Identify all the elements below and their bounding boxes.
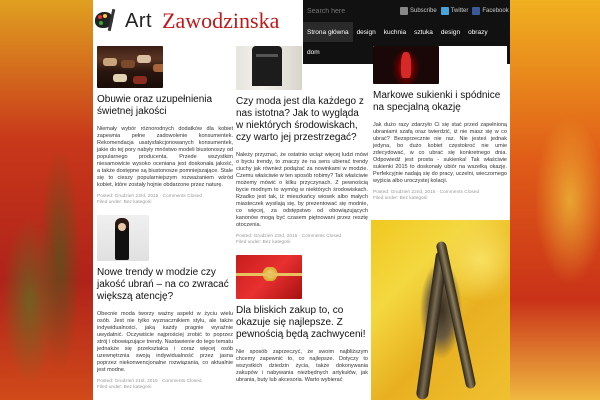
nav-item-design[interactable]: design (356, 29, 376, 36)
post-thumbnail[interactable] (373, 46, 439, 84)
decorative-art-panel (371, 220, 510, 400)
post-meta-posted: Posted: Grudzień 21st, 2015 · Comments Closed (97, 379, 202, 384)
post-meta-filed: Filed under: Bez kategorii (97, 385, 152, 390)
post-card (97, 215, 233, 391)
nav-item-design-2[interactable]: design (440, 29, 461, 36)
post-title[interactable]: Dla bliskich zakup to, co okazuje się najlepsze. Z pewnością będą zachwyceni! (236, 305, 366, 340)
subscribe-link[interactable] (400, 7, 437, 15)
logo-text-art: Art (125, 9, 153, 32)
post-thumbnail[interactable] (236, 255, 302, 299)
nav-item-sztuka[interactable]: sztuka (414, 29, 433, 36)
post-card (373, 46, 507, 202)
post-card (236, 255, 368, 384)
post-thumbnail[interactable] (97, 46, 163, 88)
post-excerpt: Jak dużo razy zdarzyło Ci się stać przed zapełnioną ubraniami szafą oraz twierdzić, iż nie masz się w co ubrać? Bezsprzecznie nie raz. Nie jesteś jednak jedyna, bo dużo kobiet częstokroć nie umie zdecydować, w co ubrać się konkretnego dnia. Odpowiedź jest prosta - sukienka! Tak właściwie sukienki 2015 to doskonały ubiór na wszelką okazję. Perfekcyjnie nadają się do pracy, uczelni, wieczornego wyjścia albo uroczystej kolacji. (373, 122, 507, 184)
column-3 (373, 46, 507, 211)
twitter-icon (441, 7, 449, 15)
site-logo[interactable] (93, 0, 303, 42)
post-meta-filed: Filed under: Bez kategorii (236, 240, 291, 245)
post-meta-posted: Posted: Grudzień 23rd, 2015 · Comments Closed (236, 234, 342, 239)
subscribe-label: Subscribe (410, 8, 437, 14)
column-1 (97, 46, 233, 400)
decorative-art-left (0, 0, 93, 400)
post-title[interactable]: Czy moda jest dla każdego z nas istotna? Jak to wygląda w niektórych środowiskach, czy warto jej przestrzegać? (236, 96, 364, 143)
nav-item-dom[interactable]: dom (307, 49, 320, 56)
post-meta-posted: Posted: Grudzień 22nd, 2015 · Comments Closed (373, 190, 480, 195)
post-meta-filed: Filed under: Bez kategorii (97, 200, 152, 205)
logo-text-name: Zawodzinska (162, 8, 280, 33)
palette-icon (95, 9, 117, 33)
post-title[interactable]: Nowe trendy w modzie czy jakość ubrań – na co zwracać większą atencję? (97, 267, 229, 302)
nav-item-kuchnia[interactable]: kuchnia (383, 29, 407, 36)
rss-icon (400, 7, 408, 15)
post-meta-posted: Posted: Grudzień 23rd, 2015 · Comments Closed (97, 194, 203, 199)
nav-item-home[interactable]: Strona główna (303, 22, 353, 42)
post-excerpt: Należy przyznać, że ostatnio wciąż więcej ludzi mówi o byciu trendy, to znaczy że na sens ubierać trendy ciuchy jak również podążać za nowinkami w modzie. Czemu właściwie w ten sposób robimy? Tak właściwie możemy mówić o kilku przyczynach. Z pewnością bycie modnym to wymóg w niektórych środowiskach. Rzadko jest tak, iż mieszkańcy wiosek albo małych miasteczek wysilają się, by prezentować się modnie, co więcej, za odstępstwo od obowiązujących kanonów mogą być czasem piętnowani przez resztę otoczenia. (236, 152, 368, 228)
decorative-art-right (510, 0, 600, 400)
facebook-link[interactable] (472, 7, 508, 15)
post-thumbnail[interactable] (236, 46, 302, 90)
search-input[interactable] (303, 0, 396, 22)
post-card (97, 46, 233, 206)
twitter-label: Twitter (450, 8, 469, 14)
page-content (93, 0, 510, 400)
facebook-icon (472, 7, 480, 15)
facebook-label: Facebook (482, 8, 509, 14)
post-thumbnail[interactable] (97, 215, 149, 261)
post-excerpt: Niemały wybór różnorodnych dodatków dla kobiet zapewnia pełne zadowolenie konsumentek. Rekomendacja usatysfakcjonowanych konsumentek, jakie do tej pory nabyły mnóstwo modeli biustonoszy od popularnego producenta. Przede wszystkim niesamowicie wysoko oceniana jest doskonała jakość, a także dostępne są biustonosze pomniejszające. Stale się to cieszy popularniejszym rozważaniem wśród kobiet, które zostały hojnie obdarzone przez naturę. (97, 126, 233, 188)
post-card (236, 46, 368, 246)
post-title[interactable]: Markowe sukienki i spódnice na specjalną okazję (373, 90, 501, 113)
top-bar (303, 0, 510, 22)
post-excerpt: Nie sposób zaprzeczyć, że swoim najbliższym chcemy zapewnić to, co najlepsze. Dotyczy to wszystkich dziedzin życia, także dokonywania zakupów i nabywania niezbędnych artykułów, jak ubrania, buty lub akcesoria. Warto wybierać (236, 349, 368, 383)
nav-item-obrazy[interactable]: obrazy (468, 29, 488, 36)
post-meta-filed: Filed under: Bez kategorii (373, 196, 428, 201)
post-title[interactable]: Obuwie oraz uzupełnienia świetnej jakości (97, 94, 213, 117)
social-links (400, 7, 509, 15)
post-excerpt: Obecnie moda tworzy ważny aspekt w życiu wielu osób. Jest nie tylko wyznacznikiem stylu, ale także indywidualności, jaką każdy pragnie wyraźnie uwydatnić. Oczywiście najprościej zrobić to poprzez strój i obowiązujące trendy. Nastawienie do tego tematu jednakże się przekształca i coraz więcej osób uzewnętrznia swoją indywidualność przez jasna poprzez niekonwencjonalne rozwiązania, co aktualnie jest modne. (97, 311, 233, 373)
twitter-link[interactable] (441, 7, 469, 15)
column-2 (236, 46, 368, 393)
